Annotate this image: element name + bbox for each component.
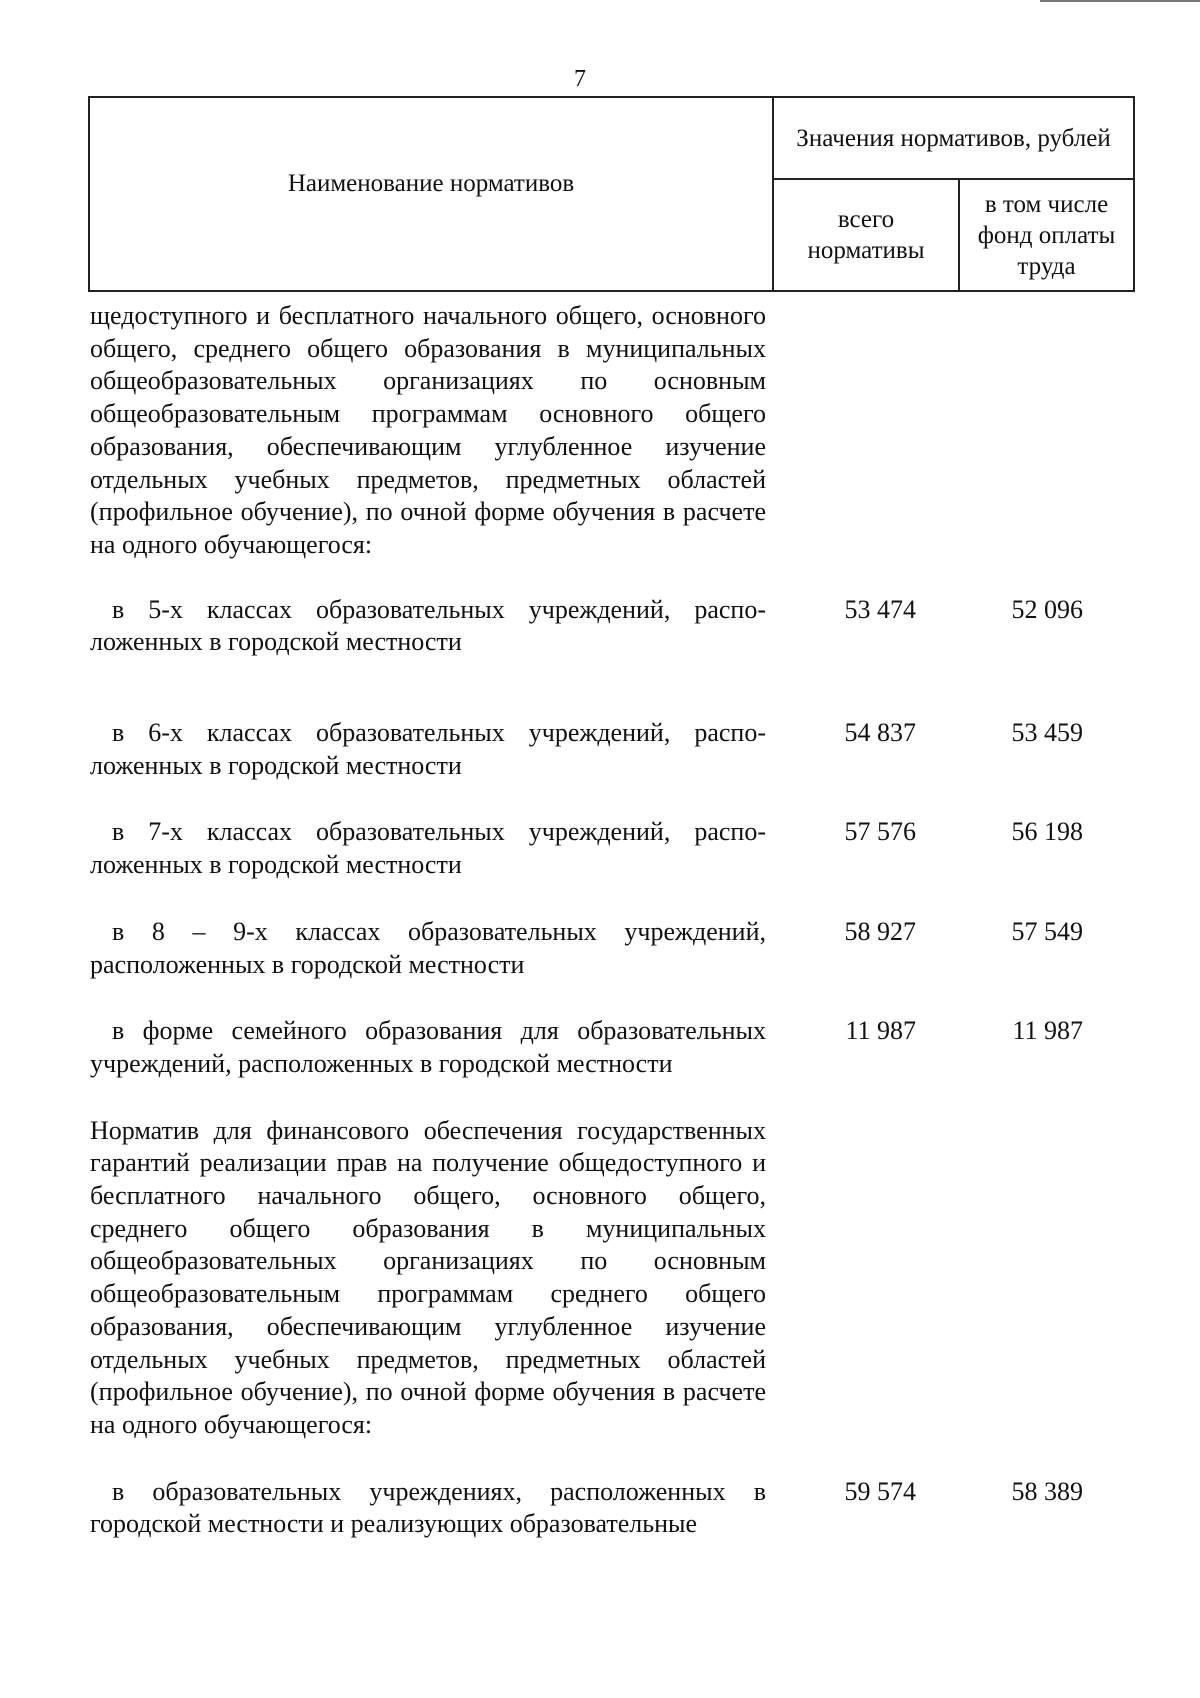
row-total-value: 57 576 [844, 817, 916, 847]
row-wage-value: 52 096 [1011, 594, 1083, 624]
row-wage-value: 11 987 [1012, 1016, 1083, 1046]
row-wage-value: 56 198 [1011, 817, 1083, 847]
row-wage-value: 53 459 [1011, 718, 1083, 748]
row-text: в образовательных учреждениях, расположенных в городской местности и реализующих образовательные [90, 1476, 766, 1539]
row-wage-value [916, 300, 1083, 562]
row-text: щедоступного и бесплатного начального общего, основного общего, среднего общего образования в муниципальных общеобразовательных организациях по основным общеобразовательным программам основного общего образования, обеспечивающим углубленное изучение отдельных учебных предметов, предметных областей (профильное обучение), по очной форме обучения в расчете на одного обучающегося: [90, 301, 766, 559]
row-total-value: 59 574 [844, 1476, 916, 1506]
table-row [90, 300, 1140, 562]
row-total-value: 11 987 [845, 1016, 916, 1046]
table-header [88, 96, 1135, 292]
table-row [90, 816, 1140, 881]
row-wage-value [916, 1115, 1083, 1442]
header-name-column: Наименование нормативов [89, 97, 773, 291]
header-subcolumn-wage-fund: в том числе фонд оплаты труда [959, 179, 1134, 291]
table-row [90, 1115, 1140, 1442]
row-total-value: 58 927 [844, 916, 916, 946]
row-text: в 8 – 9-х классах образовательных учреждений, расположенных в городской местности [90, 916, 766, 979]
table-row [90, 1015, 1140, 1080]
row-text: в 6-х классах образовательных учреждений, расположенных в городской местности [90, 718, 766, 780]
table-body [90, 300, 1140, 1541]
row-text: в 5-х классах образовательных учреждений, расположенных в городской местности [90, 594, 766, 657]
table-row [90, 1476, 1140, 1541]
table-row [90, 717, 1140, 782]
row-text: в форме семейного образования для образовательных учреждений, расположенных в городской местности [90, 1016, 766, 1078]
row-text: в 7-х классах образовательных учреждений, расположенных в городской местности [90, 817, 766, 880]
row-total-value: 53 474 [844, 594, 916, 624]
row-total-value: 54 837 [844, 718, 916, 748]
row-total-value [766, 1115, 916, 1442]
header-subcolumn-total: всего нормативы [773, 179, 959, 291]
scan-edge-line [1040, 0, 1200, 2]
table-row [90, 916, 1140, 981]
row-wage-value: 58 389 [1011, 1476, 1083, 1506]
page-number: 7 [574, 66, 586, 92]
table-row [90, 594, 1140, 659]
row-text: Норматив для финансового обеспечения государственных гарантий реализации прав на получение общедоступного и бесплатного начального общего, основного общего, среднего общего образования в муниципальных общеобразовательных организациях по основным общеобразовательным программам среднего общего образования, обеспечивающим углубленное изучение отдельных учебных предметов, предметных областей (профильное обучение), по очной форме обучения в расчете на одного обучающегося: [90, 1115, 766, 1439]
header-values-column: Значения нормативов, рублей [773, 97, 1134, 179]
row-total-value [766, 300, 916, 562]
row-wage-value: 57 549 [1011, 916, 1083, 946]
